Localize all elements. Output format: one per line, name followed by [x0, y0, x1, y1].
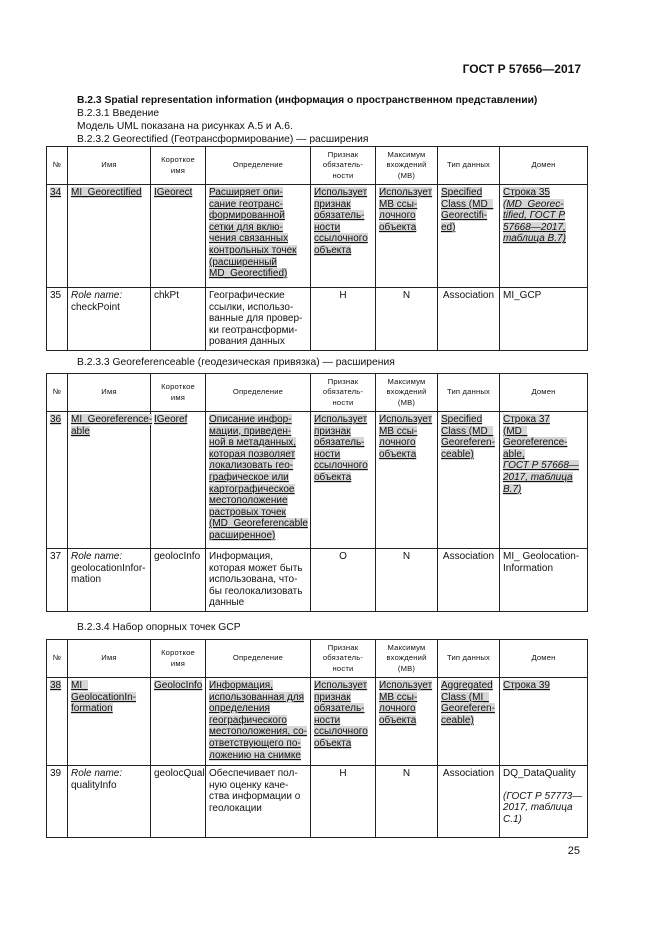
table-header-row	[47, 147, 588, 185]
row-obligation: Н	[311, 766, 376, 838]
col-short-name: Короткое имя	[151, 640, 206, 678]
role-name-value: checkPoint	[71, 301, 120, 313]
role-name-label: Role name:	[71, 768, 123, 779]
role-name-label: Role name:	[71, 290, 123, 301]
row-domain: DQ_DataQuality	[503, 768, 576, 779]
table-row	[47, 678, 588, 766]
georectified-table	[46, 146, 588, 351]
row-definition: Обеспечивает пол-ную оценку каче-ства информации о геолокации	[206, 766, 311, 838]
col-short-name: Короткое имя	[151, 374, 206, 412]
col-domain: Домен	[500, 147, 588, 185]
row-max-occurrence: N	[376, 549, 438, 612]
col-obligation: Признак обязатель-ности	[311, 374, 376, 412]
col-data-type: Тип данных	[438, 640, 500, 678]
row-number: 37	[47, 549, 68, 612]
role-name-value: qualityInfo	[71, 779, 117, 791]
table-row	[47, 288, 588, 351]
row-number: 39	[47, 766, 68, 838]
row-definition: Информация, использованная для определения географического местоположения, со-ответствующего по-ложению на снимке	[209, 680, 307, 761]
row-obligation: Н	[311, 288, 376, 351]
row-number: 34	[50, 187, 62, 198]
row-short-name: chkPt	[151, 288, 206, 351]
georeferenceable-table	[46, 373, 588, 612]
role-name-value: geolocationInfor-mation	[71, 562, 146, 586]
row-short-name: GeolocInfo	[154, 680, 203, 691]
row-definition: Информация, которая может быть использована, что-бы геолокализовать данные	[206, 549, 311, 612]
row-domain-standard: ГОСТ Р 57668—2017, таблица В.7)	[503, 460, 579, 495]
gcp-table	[46, 639, 588, 838]
row-domain: MI_GCP	[500, 288, 588, 351]
row-domain: MI_ Geolocation-Information	[500, 549, 588, 612]
row-domain-ref: (MD_ Georeference-able,	[503, 425, 568, 460]
table-row	[47, 766, 588, 838]
row-data-type: Association	[438, 549, 500, 612]
row-data-type: Association	[438, 288, 500, 351]
row-domain: Строка 35	[503, 187, 550, 198]
subsection-georeferenceable: B.2.3.3 Georeferenceable (геодезическая привязка) — расширения	[77, 357, 395, 368]
row-definition: Расширяет опи-сание геотранс-формированной сетки для вклю-чения связанных контрольных точек (расширенный MD_Georectified)	[209, 187, 297, 280]
table-header-row	[47, 640, 588, 678]
uml-note: Модель UML показана на рисунках А.5 и А.6.	[77, 121, 293, 132]
row-max-occurrence: Использует МВ ссы-лочного объекта	[379, 414, 433, 460]
row-name: MI_Georectified	[71, 187, 142, 198]
row-data-type: Specified Class (MD_ Georeferen-ceable)	[441, 414, 495, 460]
document-header: ГОСТ Р 57656—2017	[462, 62, 581, 76]
col-no: №	[47, 640, 68, 678]
col-max-occurrence: Максимум вхождений (МВ)	[376, 147, 438, 185]
role-name-label: Role name:	[71, 551, 123, 562]
col-domain: Домен	[500, 640, 588, 678]
row-obligation: Использует признак обязатель-ности ссылочного объекта	[314, 414, 368, 483]
page-number: 25	[567, 845, 580, 857]
col-definition: Определение	[206, 374, 311, 412]
col-obligation: Признак обязатель-ности	[311, 147, 376, 185]
col-no: №	[47, 147, 68, 185]
col-no: №	[47, 374, 68, 412]
row-definition: Описание инфор-мации, приведен-ной в метаданных, которая позволяет локализовать гео-графическое или картографическое местоположение растровых точек (MD_Georeferencable расширенное)	[209, 414, 308, 541]
row-max-occurrence: N	[376, 766, 438, 838]
table-header-row	[47, 374, 588, 412]
col-short-name: Короткое имя	[151, 147, 206, 185]
section-title: B.2.3 Spatial representation information (информация о пространственном представлении)	[77, 95, 538, 106]
row-short-name: IGeorect	[154, 187, 193, 198]
col-data-type: Тип данных	[438, 147, 500, 185]
row-data-type: Specified Class (MD_ Georectifi-ed)	[441, 187, 494, 233]
row-number: 38	[50, 680, 62, 691]
col-name: Имя	[68, 147, 151, 185]
row-obligation: Использует признак обязатель-ности ссылочного объекта	[314, 680, 368, 749]
row-short-name: geolocInfo	[151, 549, 206, 612]
table-row	[47, 185, 588, 288]
row-max-occurrence: Использует МВ ссы-лочного объекта	[379, 187, 433, 233]
row-definition: Географические ссылки, использо-ванные для провер-ки геотрансформи-рования данных	[206, 288, 311, 351]
col-name: Имя	[68, 640, 151, 678]
subsection-intro: B.2.3.1 Введение	[77, 108, 160, 119]
col-definition: Определение	[206, 147, 311, 185]
row-domain-ref: (ГОСТ Р 57773—2017, таблица С.1)	[503, 790, 583, 825]
row-domain: Строка 39	[503, 680, 550, 691]
row-short-name: geolocQual	[151, 766, 206, 838]
row-data-type: Aggregated Class (MI_ Georeferen-ceable)	[441, 680, 495, 726]
subsection-gcp: B.2.3.4 Набор опорных точек GCP	[77, 622, 241, 633]
table-row	[47, 549, 588, 612]
row-name: MI_Georeference-able	[71, 414, 153, 437]
col-domain: Домен	[500, 374, 588, 412]
row-max-occurrence: Использует МВ ссы-лочного объекта	[379, 680, 433, 726]
col-name: Имя	[68, 374, 151, 412]
col-data-type: Тип данных	[438, 374, 500, 412]
row-data-type: Association	[438, 766, 500, 838]
row-max-occurrence: N	[376, 288, 438, 351]
row-domain: Строка 37	[503, 414, 550, 425]
row-domain-ref: (MD_Georec-tified, ГОСТ Р 57668—2017, таблица В.7)	[503, 198, 566, 245]
col-max-occurrence: Максимум вхождений (МВ)	[376, 640, 438, 678]
col-obligation: Признак обязатель-ности	[311, 640, 376, 678]
row-name: MI_ GeolocationIn-formation	[71, 680, 137, 715]
col-definition: Определение	[206, 640, 311, 678]
subsection-georectified: B.2.3.2 Georectified (Геотрансформирование) — расширения	[77, 134, 369, 145]
col-max-occurrence: Максимум вхождений (МВ)	[376, 374, 438, 412]
row-obligation: О	[311, 549, 376, 612]
row-number: 36	[50, 414, 62, 425]
table-row	[47, 412, 588, 549]
row-number: 35	[47, 288, 68, 351]
row-short-name: IGeoref	[154, 414, 188, 425]
row-obligation: Использует признак обязатель-ности ссылочного объекта	[314, 187, 368, 256]
